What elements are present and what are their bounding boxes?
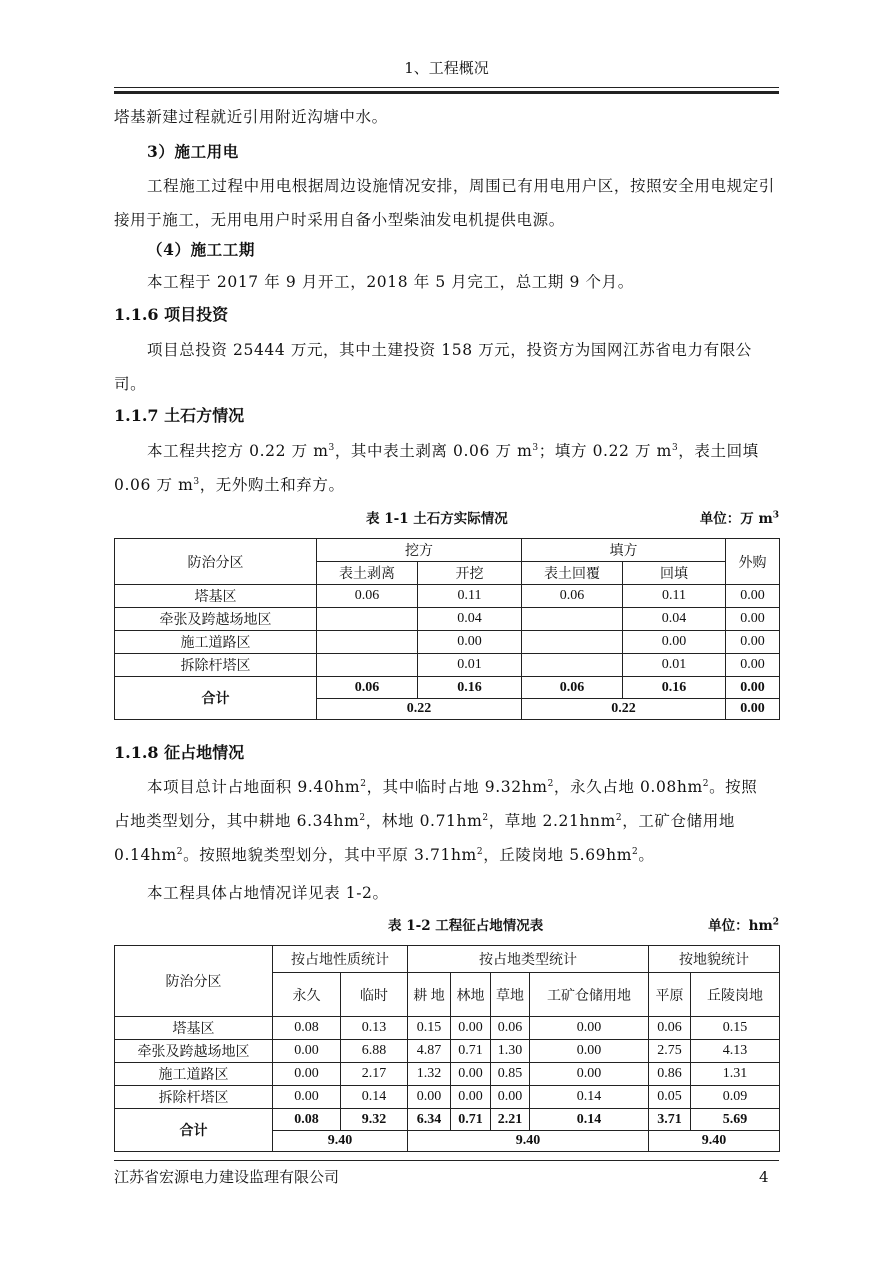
- t1-header-dig: 挖方: [317, 539, 522, 562]
- table-row: [115, 1063, 780, 1086]
- t1-cell: 0.06: [522, 585, 623, 608]
- t1-cell: [317, 608, 418, 631]
- t1-cell-zone: 施工道路区: [115, 631, 317, 654]
- table2-caption: 表 1-2 工程征占地情况表: [388, 918, 544, 934]
- t2-cell: 4.87: [408, 1040, 451, 1063]
- t2-cell: 0.05: [649, 1086, 691, 1109]
- page-header-title: 1、工程概况: [404, 59, 489, 77]
- t1-cell: 0.00: [623, 631, 726, 654]
- t1-header-fill: 填方: [522, 539, 726, 562]
- t1-cell: 0.01: [623, 654, 726, 677]
- t2-cell: 0.00: [408, 1086, 451, 1109]
- t2-cell: 0.06: [491, 1017, 530, 1040]
- t2-total-cell: 3.71: [649, 1109, 691, 1131]
- t2-total-cell: 9.32: [341, 1109, 408, 1131]
- t2-cell: 0.06: [649, 1017, 691, 1040]
- t2-total-cell: 0.71: [451, 1109, 491, 1131]
- t1-header-buy: 外购: [726, 539, 780, 585]
- t1-cell: 0.04: [623, 608, 726, 631]
- t1-total-cell: 0.16: [418, 677, 522, 699]
- t2-total-label: 合计: [115, 1109, 273, 1152]
- t2-cell: 2.17: [341, 1063, 408, 1086]
- t1-total-buy: 0.00: [726, 699, 780, 720]
- t2-header-grass: 草地: [491, 973, 530, 1017]
- t2-total-type: 9.40: [408, 1131, 649, 1152]
- paragraph-construction-power: 工程施工过程中用电根据周边设施情况安排，周围已有用电用户区，按照安全用电规定引接用于施工，无用电用户时采用自备小型柴油发电机提供电源。: [114, 177, 775, 229]
- t2-cell: 0.14: [341, 1086, 408, 1109]
- section-heading-land: 1.1.8 征占地情况: [114, 743, 245, 762]
- footer-company: 江苏省宏源电力建设监理有限公司: [114, 1168, 340, 1186]
- t1-cell-zone: 牵张及跨越场地区: [115, 608, 317, 631]
- paragraph-land: 本项目总计占地面积 $9.40hm^2$，其中临时占地 $9.32hm^2$，永久占地 $0.08hm^2$。按照 占地类型划分，其中耕地 $6.34hm^2$，林地 $0.71hm^2$，草地 2.21hnm$^2$，工矿仓储用地 $0.14hm^2$。按照地貌类型划分，其中平原 $3.71hm^2$，丘陵岗地 $5.69hm^2$。: [114, 778, 758, 864]
- t2-total-cell: 6.34: [408, 1109, 451, 1131]
- t2-header-farm: 耕 地: [408, 973, 451, 1017]
- paragraph-water: 塔基新建过程就近引用附近沟塘中水。: [114, 108, 388, 126]
- t2-header-zone: 防治分区: [115, 946, 273, 1017]
- header-rule-thick: [114, 91, 779, 94]
- t2-header-type: 按占地类型统计: [408, 946, 649, 973]
- t2-cell: 0.13: [341, 1017, 408, 1040]
- t2-header-hill: 丘陵岗地: [691, 973, 780, 1017]
- t1-total-cell: 0.16: [623, 677, 726, 699]
- heading-construction-power: 3）施工用电: [147, 142, 239, 161]
- t1-cell: 0.00: [418, 631, 522, 654]
- t1-cell: 0.00: [726, 585, 780, 608]
- t1-cell: 0.06: [317, 585, 418, 608]
- t1-header-backcover: 表土回覆: [522, 562, 623, 585]
- t2-header-plain: 平原: [649, 973, 691, 1017]
- t2-cell-zone: 拆除杆塔区: [115, 1086, 273, 1109]
- section-heading-earthwork: 1.1.7 土石方情况: [114, 406, 245, 425]
- t2-cell: 0.71: [451, 1040, 491, 1063]
- paragraph-earthwork: 本工程共挖方 0.22 万 $m^3$，其中表土剥离 0.06 万 $m^3$；填方 0.22 万 $m^3$，表土回填 0.06 万 $m^3$，无外购土和弃方。: [114, 442, 759, 494]
- t2-cell: 0.15: [691, 1017, 780, 1040]
- t1-cell: [522, 654, 623, 677]
- t2-cell-zone: 牵张及跨越场地区: [115, 1040, 273, 1063]
- t2-cell: 0.00: [451, 1086, 491, 1109]
- footer-rule: [114, 1160, 779, 1161]
- t1-total-cell: 0.06: [317, 677, 418, 699]
- t2-cell: 0.00: [273, 1063, 341, 1086]
- table-total-row: [115, 1109, 780, 1131]
- table-total-row: [115, 677, 780, 699]
- table-row: [115, 585, 780, 608]
- t2-header-temp: 临时: [341, 973, 408, 1017]
- t2-total-cell: 0.08: [273, 1109, 341, 1131]
- t2-total-cell: 2.21: [491, 1109, 530, 1131]
- t1-header-backfill: 回填: [623, 562, 726, 585]
- t2-cell: 0.09: [691, 1086, 780, 1109]
- t2-cell: 0.00: [451, 1017, 491, 1040]
- t2-cell: 1.31: [691, 1063, 780, 1086]
- table1-caption-row: [114, 509, 779, 529]
- table2-unit: 单位：$hm^2$: [708, 917, 779, 934]
- t2-header-perm: 永久: [273, 973, 341, 1017]
- paragraph-construction-period: 本工程于 2017 年 9 月开工，2018 年 5 月完工，总工期 9 个月。: [147, 273, 634, 291]
- t1-cell: [522, 631, 623, 654]
- t2-cell: 1.30: [491, 1040, 530, 1063]
- page-number: 4: [759, 1168, 769, 1186]
- t1-cell: 0.01: [418, 654, 522, 677]
- t2-cell: 6.88: [341, 1040, 408, 1063]
- t1-total-dig: 0.22: [317, 699, 522, 720]
- t1-total-fill: 0.22: [522, 699, 726, 720]
- table1-unit: 单位：万 $m^3$: [699, 510, 779, 527]
- paragraph-land-table-ref: 本工程具体占地情况详见表 1-2。: [147, 884, 389, 902]
- table-row: [115, 654, 780, 677]
- t2-header-landform: 按地貌统计: [649, 946, 780, 973]
- t2-cell: 4.13: [691, 1040, 780, 1063]
- t2-cell-zone: 塔基区: [115, 1017, 273, 1040]
- table-row: [115, 608, 780, 631]
- t1-cell: 0.11: [418, 585, 522, 608]
- t2-total-landform: 9.40: [649, 1131, 780, 1152]
- table-row: [115, 1017, 780, 1040]
- t2-cell: 0.08: [273, 1017, 341, 1040]
- t2-cell: 0.00: [273, 1040, 341, 1063]
- table-row: [115, 1086, 780, 1109]
- t2-cell: 1.32: [408, 1063, 451, 1086]
- land-occupation-table: [114, 945, 780, 1152]
- t2-cell: 0.00: [273, 1086, 341, 1109]
- t1-cell: 0.04: [418, 608, 522, 631]
- t1-header-zone: 防治分区: [115, 539, 317, 585]
- t1-cell: [317, 631, 418, 654]
- t1-total-label: 合计: [115, 677, 317, 720]
- t2-cell: 0.86: [649, 1063, 691, 1086]
- table1-caption: 表 1-1 土石方实际情况: [366, 511, 508, 527]
- t2-header-forest: 林地: [451, 973, 491, 1017]
- t2-cell: 0.00: [491, 1086, 530, 1109]
- t1-cell: 0.00: [726, 654, 780, 677]
- t2-cell-zone: 施工道路区: [115, 1063, 273, 1086]
- t1-cell: 0.00: [726, 608, 780, 631]
- t1-cell: 0.00: [726, 631, 780, 654]
- t2-header-nature: 按占地性质统计: [273, 946, 408, 973]
- table-row: [115, 1040, 780, 1063]
- t2-cell: 0.85: [491, 1063, 530, 1086]
- t2-total-cell: 5.69: [691, 1109, 780, 1131]
- t2-cell: 0.00: [530, 1063, 649, 1086]
- t2-cell: 0.00: [451, 1063, 491, 1086]
- header-rule: [114, 87, 779, 88]
- t2-total-nature: 9.40: [273, 1131, 408, 1152]
- t1-header-strip: 表土剥离: [317, 562, 418, 585]
- t1-header-excavate: 开挖: [418, 562, 522, 585]
- t2-cell: 0.15: [408, 1017, 451, 1040]
- t2-cell: 0.00: [530, 1040, 649, 1063]
- t1-cell: [522, 608, 623, 631]
- t2-cell: 0.14: [530, 1086, 649, 1109]
- heading-construction-period: （4）施工工期: [147, 240, 255, 259]
- paragraph-investment: 项目总投资 25444 万元，其中土建投资 158 万元，投资方为国网江苏省电力有限公司。: [114, 341, 752, 393]
- earthwork-table: [114, 538, 780, 720]
- section-heading-investment: 1.1.6 项目投资: [114, 305, 229, 324]
- t1-total-cell: 0.00: [726, 677, 780, 699]
- t2-cell: 0.00: [530, 1017, 649, 1040]
- t1-cell-zone: 塔基区: [115, 585, 317, 608]
- t2-header-mine: 工矿仓储用地: [530, 973, 649, 1017]
- t1-total-cell: 0.06: [522, 677, 623, 699]
- table2-caption-row: [114, 916, 779, 936]
- t1-cell-zone: 拆除杆塔区: [115, 654, 317, 677]
- table-row: [115, 631, 780, 654]
- t2-cell: 2.75: [649, 1040, 691, 1063]
- t2-total-cell: 0.14: [530, 1109, 649, 1131]
- t1-cell: 0.11: [623, 585, 726, 608]
- t1-cell: [317, 654, 418, 677]
